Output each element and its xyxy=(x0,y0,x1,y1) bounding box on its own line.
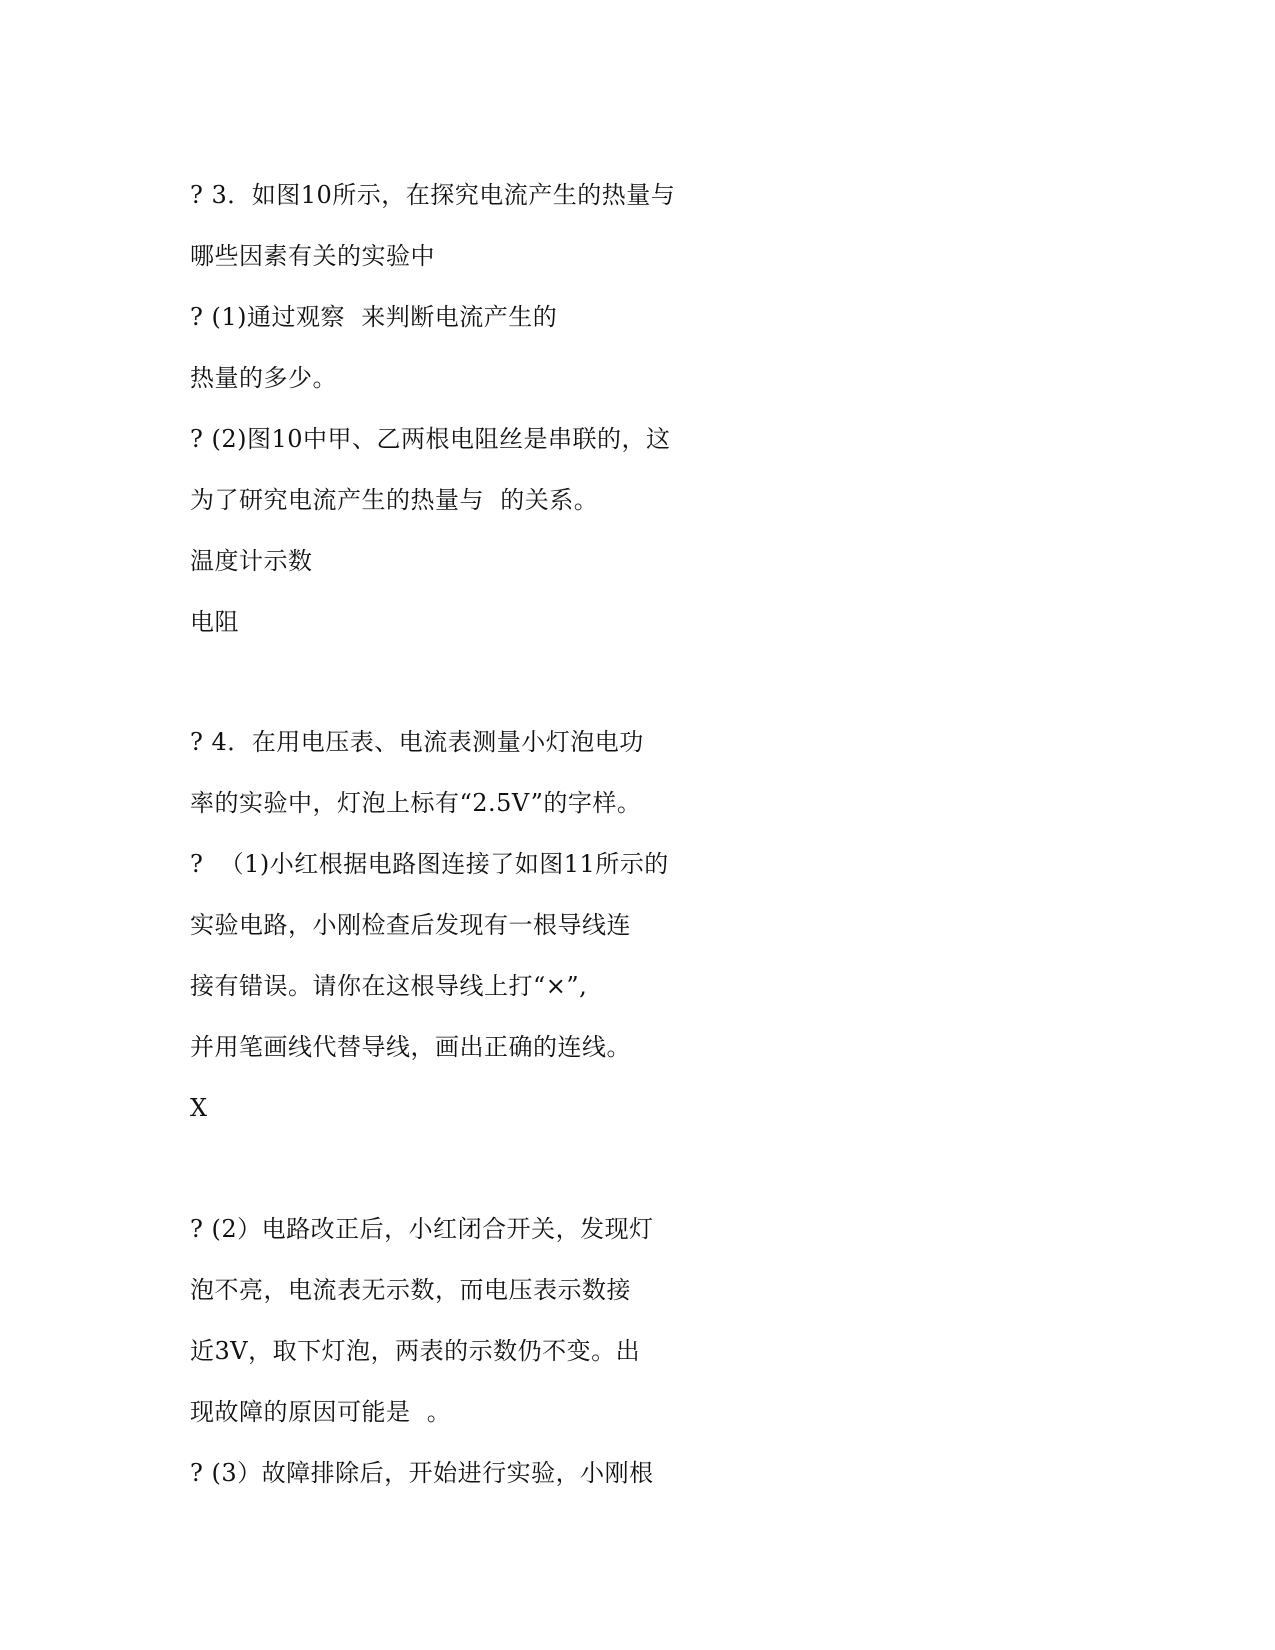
question-4-part-2-line-1: ? (2）电路改正后，小红闭合开关，发现灯 xyxy=(190,1215,654,1243)
question-3-part-1-line-2: 热量的多少。 xyxy=(190,364,337,392)
question-4-intro-line-1: ? 4．在用电压表、电流表测量小灯泡电功 xyxy=(190,728,644,756)
question-4-part-1-line-2: 实验电路，小刚检查后发现有一根导线连 xyxy=(190,911,631,939)
question-4-part-2-line-2: 泡不亮，电流表无示数，而电压表示数接 xyxy=(190,1276,631,1304)
question-3-intro-line-2: 哪些因素有关的实验中 xyxy=(190,242,435,270)
question-4-part-1-line-1: ? （1)小红根据电路图连接了如图11所示的 xyxy=(190,850,669,878)
question-3-intro-line-1: ? 3．如图10所示，在探究电流产生的热量与 xyxy=(190,181,676,209)
question-4-part-1-line-3: 接有错误。请你在这根导线上打“×”, xyxy=(190,972,588,1000)
question-3-part-2-line-2: 为了研究电流产生的热量与 的关系。 xyxy=(190,486,599,514)
question-3-part-1-line-1: ? (1)通过观察 来判断电流产生的 xyxy=(190,303,558,331)
question-4-part-3-line-1: ? (3）故障排除后，开始进行实验，小刚根 xyxy=(190,1459,654,1487)
question-3-part-2-line-1: ? (2)图10中甲、乙两根电阻丝是串联的，这 xyxy=(190,425,671,453)
question-4-part-1-line-4: 并用笔画线代替导线，画出正确的连线。 xyxy=(190,1033,631,1061)
question-4-part-2-line-4: 现故障的原因可能是 。 xyxy=(190,1398,452,1426)
answer-resistance: 电阻 xyxy=(190,608,239,636)
answer-x-mark: X xyxy=(190,1094,208,1122)
question-4-part-2-line-3: 近3V，取下灯泡，两表的示数仍不变。出 xyxy=(190,1337,641,1365)
question-4-intro-line-2: 率的实验中，灯泡上标有“2.5V”的字样。 xyxy=(190,789,642,817)
answer-temperature-reading: 温度计示数 xyxy=(190,547,313,575)
